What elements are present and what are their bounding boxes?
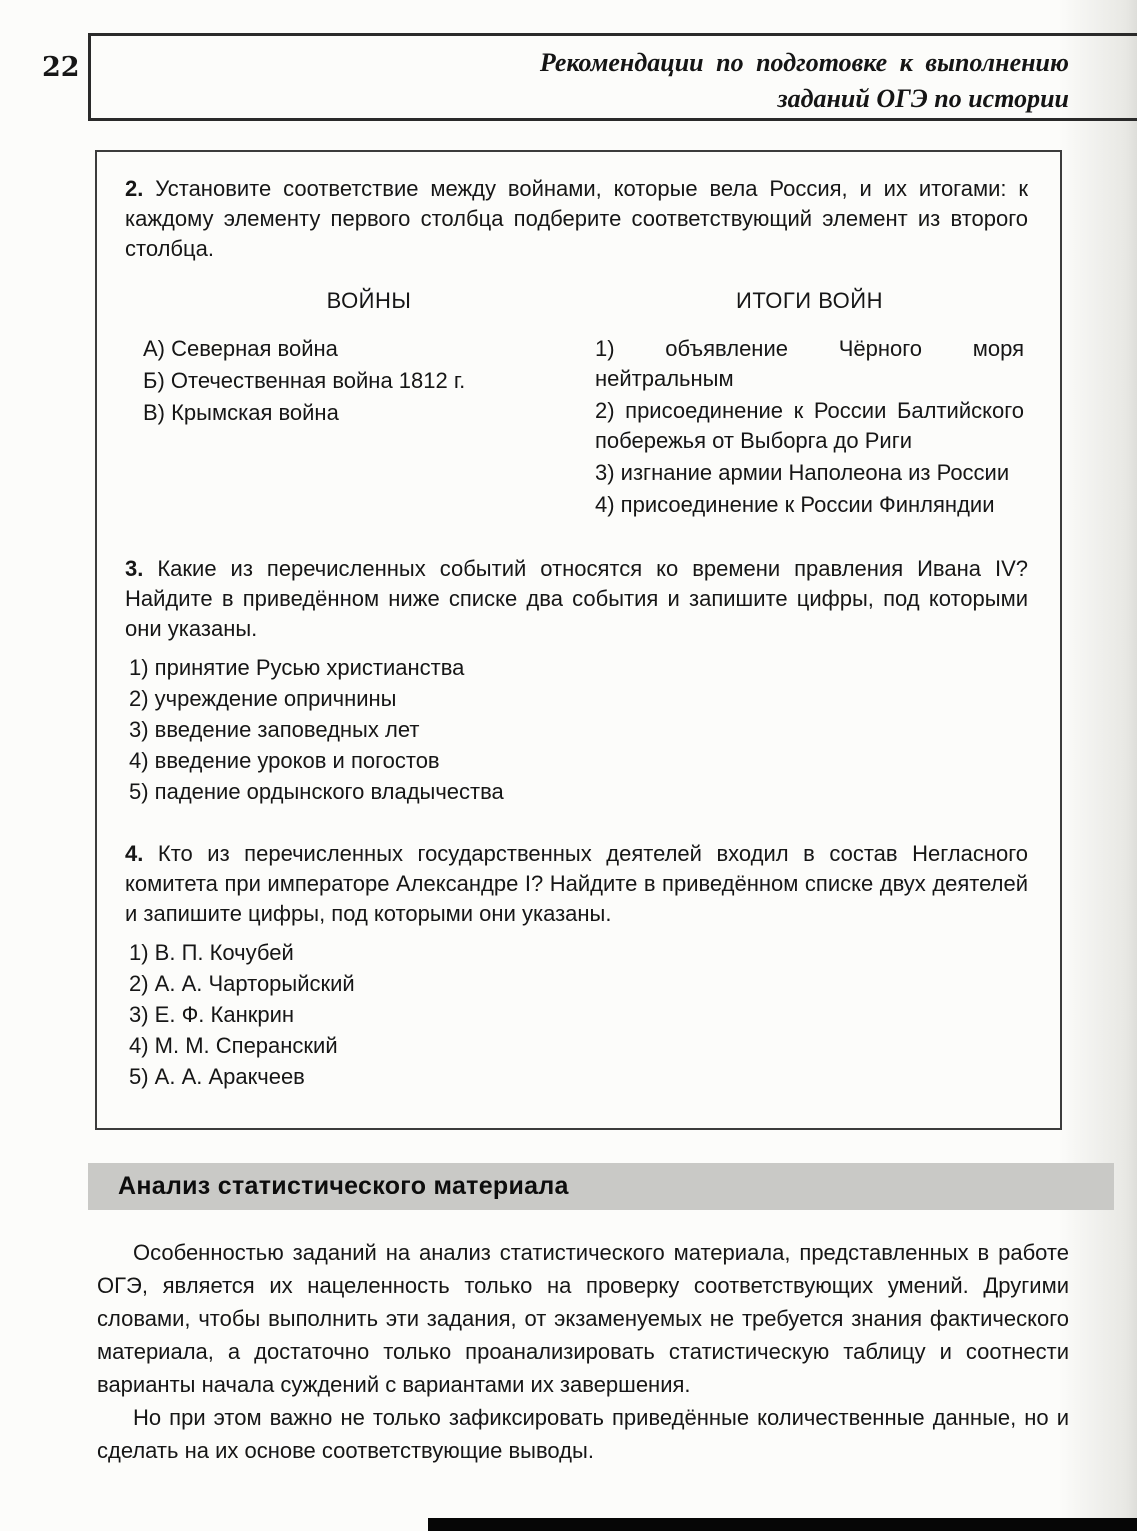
section-heading-bar	[88, 1163, 1114, 1210]
scan-edge-bar	[428, 1518, 1137, 1531]
question-3-options	[125, 652, 1028, 807]
question-2-number: 2.	[125, 176, 144, 201]
match-left-item: Б) Отечественная война 1812 г.	[143, 368, 466, 393]
option-item: 3) Е. Ф. Канкрин	[129, 1002, 295, 1027]
question-3-text	[125, 554, 1028, 644]
question-4-body: Кто из перечисленных государственных деятелей входил в состав Негласного комитета при императоре Александре I? Найдите в приведённом списке двух деятелей и запишите цифры, под которыми они указаны.	[125, 841, 1028, 926]
wars-header: ВОЙНЫ	[326, 288, 412, 313]
question-2	[125, 174, 1028, 522]
page-number: 22	[42, 52, 80, 83]
question-3	[125, 554, 1028, 807]
question-4	[125, 839, 1028, 1092]
match-right-item: 4) присоединение к России Финляндии	[595, 492, 995, 517]
option-item: 2) учреждение опричнины	[129, 686, 397, 711]
paragraph: Но при этом важно не только зафиксировать приведённые количественные данные, но и сделать на их основе соответствующие выводы.	[97, 1405, 1069, 1463]
match-table	[125, 286, 1028, 522]
running-head-line-1: Рекомендации по подготовке к выполнению	[539, 48, 1069, 77]
option-item: 3) введение заповедных лет	[129, 717, 420, 742]
running-head	[88, 33, 1137, 121]
match-right-item: 2) присоединение к России Балтийского побережья от Выборга до Риги	[595, 398, 1024, 453]
question-3-body: Какие из перечисленных событий относятся ко времени правления Ивана IV? Найдите в приведённом ниже списке два события и запишите цифры, под которыми они указаны.	[125, 556, 1028, 641]
question-2-text	[125, 174, 1028, 264]
match-left-item: В) Крымская война	[143, 400, 339, 425]
question-4-options	[125, 937, 1028, 1092]
question-4-text	[125, 839, 1028, 929]
running-head-line-2: заданий ОГЭ по истории	[777, 84, 1069, 113]
section-title: Анализ статистического материала	[118, 1172, 569, 1200]
outcomes-header: ИТОГИ ВОЙН	[736, 288, 883, 313]
question-box	[95, 150, 1062, 1130]
match-left-column	[125, 286, 595, 522]
option-item: 4) введение уроков и погостов	[129, 748, 440, 773]
option-item: 4) М. М. Сперанский	[129, 1033, 338, 1058]
option-item: 5) падение ордынского владычества	[129, 779, 504, 804]
option-item: 2) А. А. Чарторыйский	[129, 971, 355, 996]
option-item: 5) А. А. Аракчеев	[129, 1064, 305, 1089]
option-item: 1) принятие Русью христианства	[129, 655, 465, 680]
option-item: 1) В. П. Кочубей	[129, 940, 294, 965]
match-right-item: 3) изгнание армии Наполеона из России	[595, 460, 1010, 485]
section-body	[97, 1236, 1069, 1467]
paragraph: Особенностью заданий на анализ статистического материала, представленных в работе ОГЭ, является их нацеленность только на проверку соответствующих умений. Другими словами, чтобы выполнить эти задания, от экзаменуемых не требуется знания фактического материала, а достаточно только проанализировать статистическую таблицу и соотнести варианты начала суждений с вариантами их завершения.	[97, 1240, 1069, 1397]
question-3-number: 3.	[125, 556, 144, 581]
match-right-item: 1) объявление Чёрного моря нейтральным	[595, 336, 1024, 391]
question-4-number: 4.	[125, 841, 144, 866]
question-2-body: Установите соответствие между войнами, которые вела Россия, и их итогами: к каждому элементу первого столбца подберите соответствующий элемент из второго столбца.	[125, 176, 1028, 261]
match-right-column	[595, 286, 1028, 522]
match-left-item: А) Северная война	[143, 336, 338, 361]
